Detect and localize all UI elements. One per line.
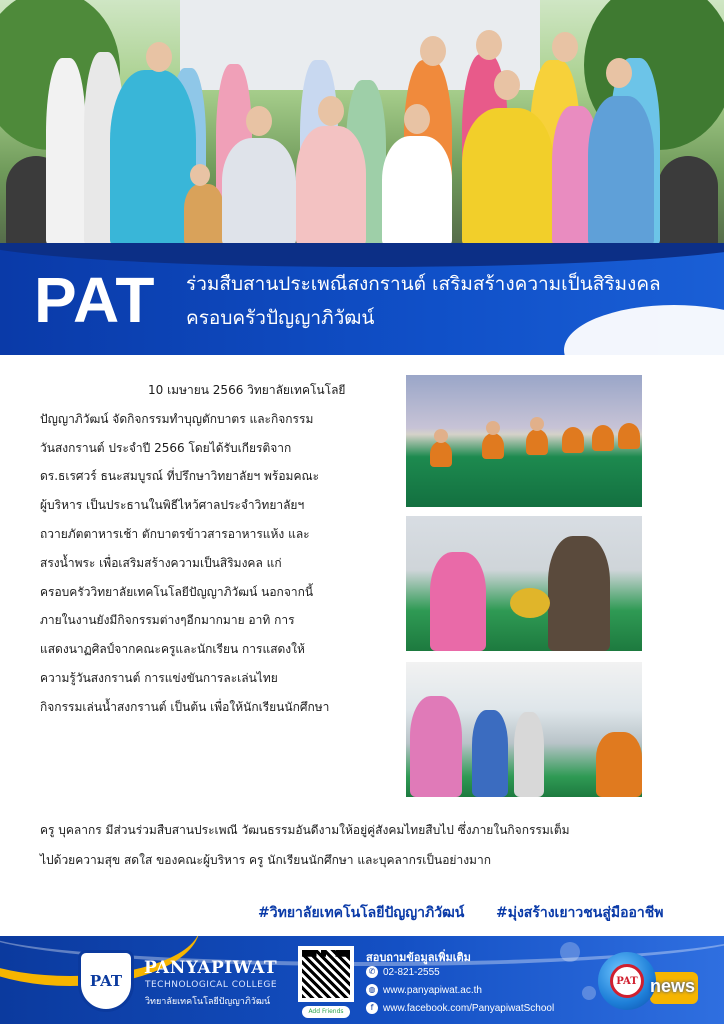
flower-bowl xyxy=(510,588,550,618)
article-line: ครอบครัววิทยาลัยเทคโนโลยีปัญญาภิวัฒน์ นอกจากนี้ xyxy=(40,584,314,599)
monk-head xyxy=(530,417,544,431)
bubble-decoration xyxy=(560,942,580,962)
contact-title: สอบถามข้อมูลเพิ่มเติม xyxy=(366,951,471,964)
person xyxy=(46,58,86,246)
contact-phone[interactable] xyxy=(366,966,440,978)
add-friends-label[interactable]: Add Friends xyxy=(302,1006,350,1018)
monk-head xyxy=(434,429,448,443)
website-url: www.panyapiwat.ac.th xyxy=(383,984,482,996)
hashtags xyxy=(0,902,724,928)
person xyxy=(588,96,654,246)
photo-students-activity xyxy=(406,662,642,797)
bubble-decoration xyxy=(582,986,596,1000)
monk-head xyxy=(486,421,500,435)
title-banner xyxy=(0,243,724,355)
article-line: ดร.ธเรศวร์ ธนะสมบูรณ์ ที่ปรึกษาวิทยาลัยฯ พร้อมคณะ xyxy=(40,469,320,484)
line-qr-code[interactable] xyxy=(298,946,354,1002)
article-line: สรงน้ำพระ เพื่อเสริมสร้างความเป็นสิริมงคล แก่ xyxy=(40,555,282,570)
person-head xyxy=(420,36,446,66)
person xyxy=(296,126,366,246)
article-line: ถวายภัตตาหารเช้า ตักบาตรข้าวสารอาหารแห้ง และ xyxy=(40,526,310,541)
hashtag-slogan[interactable]: #มุ่งสร้างเยาวชนสู่มืออาชีพ xyxy=(496,905,664,921)
monk xyxy=(482,433,504,459)
article-line: วันสงกรานต์ ประจำปี 2566 โดยได้รับเกียรติจาก xyxy=(40,440,292,455)
person xyxy=(430,552,486,651)
monk xyxy=(562,427,584,453)
footer xyxy=(0,936,724,1024)
article-line: ภายในงานยังมีกิจกรรมต่างๆอีกมากมาย อาทิ การ xyxy=(40,613,295,628)
person xyxy=(462,108,554,246)
hashtag-college[interactable]: #วิทยาลัยเทคโนโลยีปัญญาภิวัฒน์ xyxy=(258,905,465,921)
child-head xyxy=(190,164,210,186)
article-line: ความรู้วันสงกรานต์ การแข่งขันการละเล่นไทย xyxy=(40,670,278,685)
person xyxy=(382,136,452,246)
person-head xyxy=(606,58,632,88)
phone-icon: ✆ xyxy=(366,966,378,978)
monk xyxy=(618,423,640,449)
article-line: กิจกรรมเล่นน้ำสงกรานต์ เป็นต้น เพื่อให้นักเรียนนักศึกษา xyxy=(40,699,330,714)
news-label: news xyxy=(650,976,696,996)
news-logo-emblem: PAT xyxy=(610,964,644,998)
college-thai-name: วิทยาลัยเทคโนโลยีปัญญาภิวัฒน์ xyxy=(145,997,271,1007)
monk xyxy=(430,441,452,467)
qr-pattern xyxy=(302,950,350,998)
facebook-icon: f xyxy=(366,1002,378,1014)
person xyxy=(514,712,544,797)
monk xyxy=(592,425,614,451)
article-body xyxy=(40,376,398,722)
person xyxy=(410,696,462,797)
photo-monks-alms xyxy=(406,375,642,507)
brand-text: PAT xyxy=(34,264,156,336)
person xyxy=(548,536,610,651)
headline-line-2: ครอบครัวปัญญาภิวัฒน์ xyxy=(186,307,375,329)
article-line: แสดงนาฏศิลป์จากคณะครูและนักเรียน การแสดงให้ xyxy=(40,642,305,657)
child xyxy=(184,184,224,246)
article-line: ครู บุคลากร มีส่วนร่วมสืบสานประเพณี วัฒนธรรมอันดีงามให้อยู่คู่สังคมไทยสืบไป ซึ่งภายในกิจกรรมเต็ม xyxy=(40,823,570,837)
article-line: ผู้บริหาร เป็นประธานในพิธีไหว้ศาลประจำวิทยาลัยฯ xyxy=(40,498,305,513)
article-body-continued xyxy=(40,815,700,875)
person xyxy=(472,710,508,797)
globe-icon: ◍ xyxy=(366,984,378,996)
person-head xyxy=(318,96,344,126)
person-head xyxy=(552,32,578,62)
photo-water-pouring xyxy=(406,516,642,651)
person-head xyxy=(494,70,520,100)
person-head xyxy=(246,106,272,136)
headline-line-1: ร่วมสืบสานประเพณีสงกรานต์ เสริมสร้างความเป็นสิริมงคล xyxy=(186,273,661,295)
elephant-statue-right xyxy=(658,156,718,246)
phone-number: 02-821-2555 xyxy=(383,966,440,978)
article-line: ไปด้วยความสุข สดใส ของคณะผู้บริหาร ครู นักเรียนนักศึกษา และบุคลากรเป็นอย่างมาก xyxy=(40,853,491,867)
pat-news-logo xyxy=(598,952,656,1010)
article-line: ปัญญาภิวัฒน์ จัดกิจกรรมทำบุญตักบาตร และกิจกรรม xyxy=(40,411,314,426)
contact-facebook[interactable] xyxy=(366,1002,554,1014)
college-logo: PAT xyxy=(78,950,134,1012)
person-head xyxy=(476,30,502,60)
college-subtitle: TECHNOLOGICAL COLLEGE xyxy=(145,980,278,990)
contact-website[interactable] xyxy=(366,984,482,996)
person xyxy=(222,138,296,246)
college-name: PANYAPIWAT xyxy=(144,958,278,978)
headline xyxy=(186,267,706,335)
monk xyxy=(526,429,548,455)
facebook-url: www.facebook.com/PanyapiwatSchool xyxy=(383,1002,555,1014)
person-head xyxy=(404,104,430,134)
person-head xyxy=(146,42,172,72)
article-line: 10 เมษายน 2566 วิทยาลัยเทคโนโลยี xyxy=(148,383,346,397)
hero-group-photo xyxy=(0,0,724,246)
monk xyxy=(596,732,642,797)
